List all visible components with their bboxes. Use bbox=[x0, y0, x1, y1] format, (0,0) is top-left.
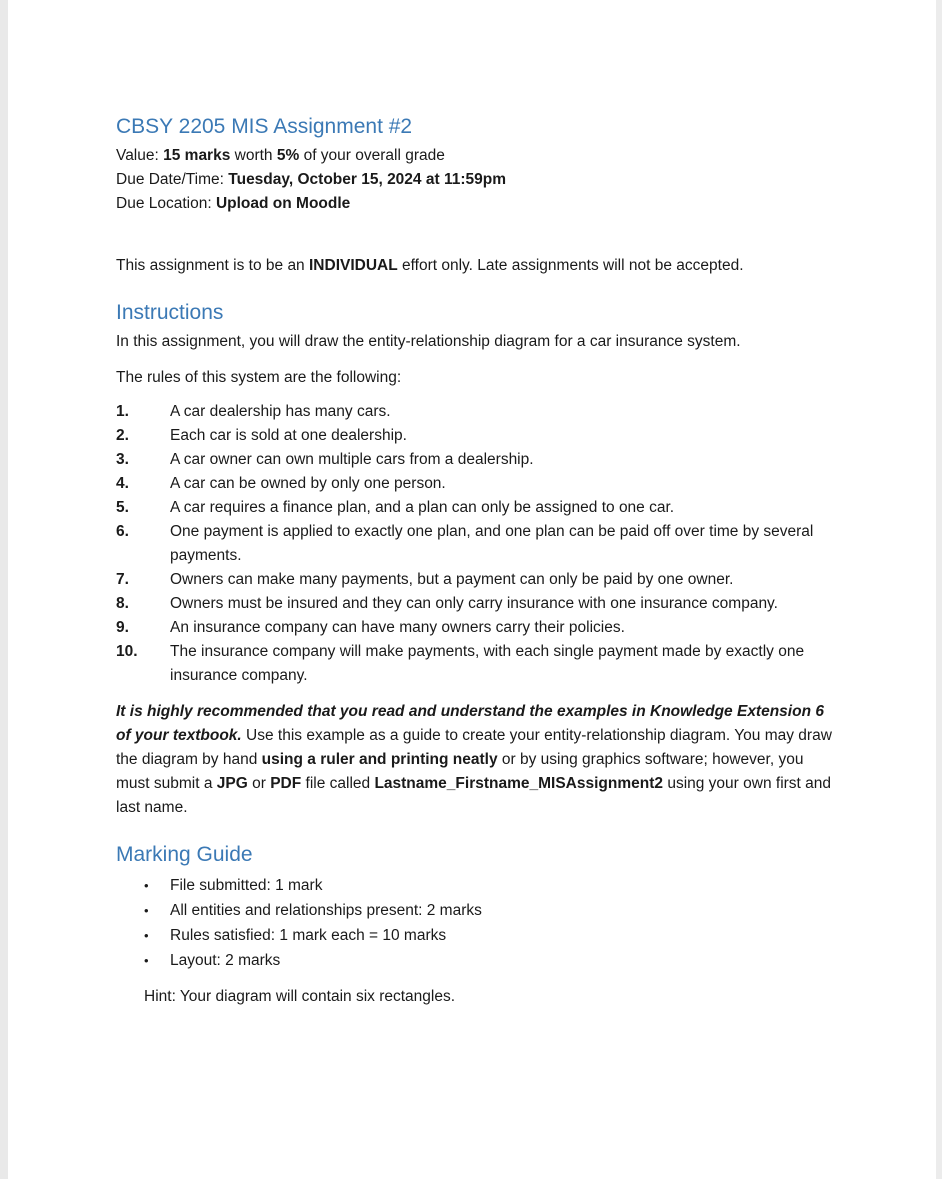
recommend-bold-pdf: PDF bbox=[270, 775, 302, 792]
bullet-icon: • bbox=[144, 953, 149, 968]
rules-list bbox=[116, 400, 836, 688]
rule-text: An insurance company can have many owners carry their policies. bbox=[170, 619, 625, 636]
page-left-edge bbox=[0, 0, 8, 1179]
rule-text: One payment is applied to exactly one plan, and one plan can be paid off over time by several payments. bbox=[170, 523, 814, 564]
marking-item-text: All entities and relationships present: 2 marks bbox=[170, 902, 482, 919]
rule-text: Each car is sold at one dealership. bbox=[170, 427, 407, 444]
marking-item-text: Rules satisfied: 1 mark each = 10 marks bbox=[170, 927, 447, 944]
bullet-icon: • bbox=[144, 928, 149, 943]
rule-item bbox=[116, 520, 836, 568]
rule-item bbox=[116, 448, 836, 472]
rule-item bbox=[116, 400, 836, 424]
due-location-label: Due Location: bbox=[116, 195, 216, 212]
marking-item bbox=[116, 924, 836, 948]
rule-number: 9. bbox=[116, 619, 129, 636]
individual-post: effort only. Late assignments will not be accepted. bbox=[397, 257, 744, 274]
rule-number: 4. bbox=[116, 475, 129, 492]
document-title: CBSY 2205 MIS Assignment #2 bbox=[116, 115, 413, 138]
value-percent: 5% bbox=[276, 147, 300, 164]
due-date-value: Tuesday, October 15, 2024 at 11:59pm bbox=[228, 171, 506, 188]
rule-number: 10. bbox=[116, 643, 138, 660]
rule-number: 1. bbox=[116, 403, 129, 420]
rule-number: 7. bbox=[116, 571, 129, 588]
recommend-text-3: or bbox=[247, 775, 271, 792]
individual-notice bbox=[116, 254, 836, 278]
rule-text: Owners can make many payments, but a payment can only be paid by one owner. bbox=[170, 571, 734, 588]
document-page bbox=[116, 112, 836, 1009]
recommend-bold-jpg: JPG bbox=[216, 775, 248, 792]
marking-item-text: File submitted: 1 mark bbox=[170, 877, 323, 894]
rule-item bbox=[116, 424, 836, 448]
instructions-heading: Instructions bbox=[116, 301, 224, 324]
due-location-line bbox=[116, 192, 836, 216]
rule-text: The insurance company will make payments, with each single payment made by exactly one insurance company. bbox=[170, 643, 805, 684]
rule-item bbox=[116, 496, 836, 520]
due-date-line bbox=[116, 168, 836, 192]
value-marks: 15 marks bbox=[163, 147, 231, 164]
page-right-edge bbox=[936, 0, 942, 1179]
recommend-text-4: file called bbox=[301, 775, 375, 792]
value-line bbox=[116, 144, 836, 168]
marking-item bbox=[116, 874, 836, 898]
recommend-text-2: or by using graphics software; however, you must submit a bbox=[116, 751, 804, 792]
rule-number: 6. bbox=[116, 523, 129, 540]
recommend-text-1: Use this example as a guide to create your entity-relationship diagram. You may draw the diagram by hand bbox=[116, 727, 832, 768]
rule-item bbox=[116, 568, 836, 592]
rule-number: 2. bbox=[116, 427, 129, 444]
marking-list bbox=[116, 874, 836, 973]
recommend-bold-filename: Lastname_Firstname_MISAssignment2 bbox=[374, 775, 664, 792]
individual-bold: INDIVIDUAL bbox=[309, 257, 398, 274]
due-date-label: Due Date/Time: bbox=[116, 171, 229, 188]
rule-text: A car dealership has many cars. bbox=[170, 403, 391, 420]
rule-text: A car owner can own multiple cars from a dealership. bbox=[170, 451, 534, 468]
value-rest: of your overall grade bbox=[299, 147, 445, 164]
recommendation-emphasis: It is highly recommended that you read and understand the examples in Knowledge Extension 6 of your textbook. bbox=[116, 703, 824, 744]
rule-text: A car can be owned by only one person. bbox=[170, 475, 446, 492]
rule-number: 8. bbox=[116, 595, 129, 612]
instructions-intro: In this assignment, you will draw the entity-relationship diagram for a car insurance system. bbox=[116, 333, 741, 350]
rule-item bbox=[116, 472, 836, 496]
rule-text: A car requires a finance plan, and a plan can only be assigned to one car. bbox=[170, 499, 675, 516]
due-location-value: Upload on Moodle bbox=[215, 195, 351, 212]
rule-number: 5. bbox=[116, 499, 129, 516]
rule-item bbox=[116, 592, 836, 616]
recommend-text-5: using your own first and last name. bbox=[116, 775, 832, 816]
marking-guide-heading: Marking Guide bbox=[116, 843, 253, 866]
bullet-icon: • bbox=[144, 878, 149, 893]
hint-text: Hint: Your diagram will contain six rectangles. bbox=[144, 988, 456, 1005]
rule-number: 3. bbox=[116, 451, 129, 468]
rule-item bbox=[116, 640, 836, 688]
recommendation-paragraph bbox=[116, 700, 836, 820]
bullet-icon: • bbox=[144, 903, 149, 918]
rule-text: Owners must be insured and they can only carry insurance with one insurance company. bbox=[170, 595, 778, 612]
value-label: Value: bbox=[116, 147, 164, 164]
marking-item bbox=[116, 949, 836, 973]
marking-item bbox=[116, 899, 836, 923]
marking-item-text: Layout: 2 marks bbox=[170, 952, 281, 969]
individual-pre: This assignment is to be an bbox=[116, 257, 309, 274]
value-mid: worth bbox=[230, 147, 277, 164]
rules-intro: The rules of this system are the following: bbox=[116, 369, 402, 386]
rule-item bbox=[116, 616, 836, 640]
recommend-bold-ruler: using a ruler and printing neatly bbox=[261, 751, 498, 768]
